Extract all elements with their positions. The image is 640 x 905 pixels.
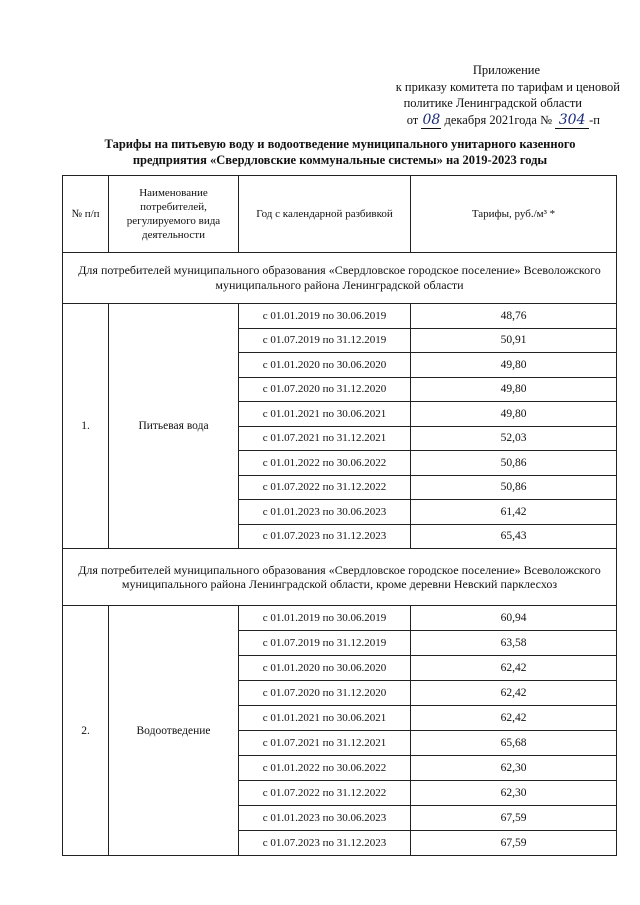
period-cell: с 01.07.2023 по 31.12.2023 [239,524,411,549]
section-heading-row [63,549,617,606]
period-cell: с 01.07.2019 по 31.12.2019 [239,328,411,353]
table-row [63,304,617,329]
header-consumer: Наименование потребителей, регулируемого вида деятельности [109,176,239,253]
section-heading: Для потребителей муниципального образования «Свердловское городское поселение» Всеволожского муниципального района Ленинградской области, кроме деревни Невский парклесхоз [63,549,617,606]
tariff-value: 67,59 [411,806,617,831]
period-cell: с 01.07.2023 по 31.12.2023 [239,831,411,856]
tariff-value: 49,80 [411,402,617,427]
row-number: 2. [63,606,109,856]
appendix-order-line: к приказу комитета по тарифам и ценовой [395,79,620,94]
document-title [60,136,620,168]
tariff-value: 65,68 [411,731,617,756]
tariff-value: 67,59 [411,831,617,856]
period-cell: с 01.01.2019 по 30.06.2019 [239,304,411,329]
appendix-committee-line: политике Ленинградской области [403,96,582,110]
table-row [63,606,617,631]
header-period: Год с календарной разбивкой [239,176,411,253]
tariff-table [62,175,617,856]
title-line-1: Тарифы на питьевую воду и водоотведение муниципального унитарного казенного [104,137,576,151]
tariff-value: 63,58 [411,631,617,656]
order-suffix: -п [589,112,600,127]
period-cell: с 01.07.2020 по 31.12.2020 [239,681,411,706]
period-cell: с 01.07.2019 по 31.12.2019 [239,631,411,656]
period-cell: с 01.07.2022 по 31.12.2022 [239,475,411,500]
service-name: Водоотведение [109,606,239,856]
appendix-date-line [330,112,620,130]
handwritten-day: 08 [422,111,441,128]
period-cell: с 01.01.2021 по 30.06.2021 [239,706,411,731]
service-name: Питьевая вода [109,304,239,549]
tariff-value: 52,03 [411,426,617,451]
period-cell: с 01.01.2022 по 30.06.2022 [239,451,411,476]
handwritten-order-number: 304 [555,112,589,130]
period-cell: с 01.01.2022 по 30.06.2022 [239,756,411,781]
period-cell: с 01.07.2021 по 31.12.2021 [239,426,411,451]
tariff-value: 62,42 [411,656,617,681]
tariff-value: 62,30 [411,781,617,806]
period-cell: с 01.01.2023 по 30.06.2023 [239,806,411,831]
period-cell: с 01.01.2019 по 30.06.2019 [239,606,411,631]
period-cell: с 01.01.2020 по 30.06.2020 [239,353,411,378]
tariff-value: 49,80 [411,377,617,402]
tariff-value: 62,30 [411,756,617,781]
tariff-value: 50,86 [411,475,617,500]
tariff-value: 62,42 [411,706,617,731]
tariff-value: 60,94 [411,606,617,631]
appendix-block [330,62,620,129]
tariff-value: 49,80 [411,353,617,378]
tariff-value: 62,42 [411,681,617,706]
section-heading-row [63,253,617,304]
header-number: № п/п [63,176,109,253]
period-cell: с 01.01.2020 по 30.06.2020 [239,656,411,681]
period-cell: с 01.01.2023 по 30.06.2023 [239,500,411,525]
tariff-value: 50,86 [411,451,617,476]
date-middle: декабря 2021года № [444,112,553,127]
tariff-value: 65,43 [411,524,617,549]
period-cell: с 01.07.2020 по 31.12.2020 [239,377,411,402]
row-number: 1. [63,304,109,549]
tariff-value: 61,42 [411,500,617,525]
table-header-row [63,176,617,253]
tariff-value: 48,76 [411,304,617,329]
section-heading: Для потребителей муниципального образования «Свердловское городское поселение» Всеволожского муниципального района Ленинградской области [63,253,617,304]
date-prefix: от [406,112,419,127]
period-cell: с 01.07.2022 по 31.12.2022 [239,781,411,806]
period-cell: с 01.07.2021 по 31.12.2021 [239,731,411,756]
appendix-label: Приложение [472,63,540,77]
period-cell: с 01.01.2021 по 30.06.2021 [239,402,411,427]
header-tariff: Тарифы, руб./м³ * [411,176,617,253]
tariff-value: 50,91 [411,328,617,353]
title-line-2: предприятия «Свердловские коммунальные системы» на 2019-2023 годы [132,153,548,167]
